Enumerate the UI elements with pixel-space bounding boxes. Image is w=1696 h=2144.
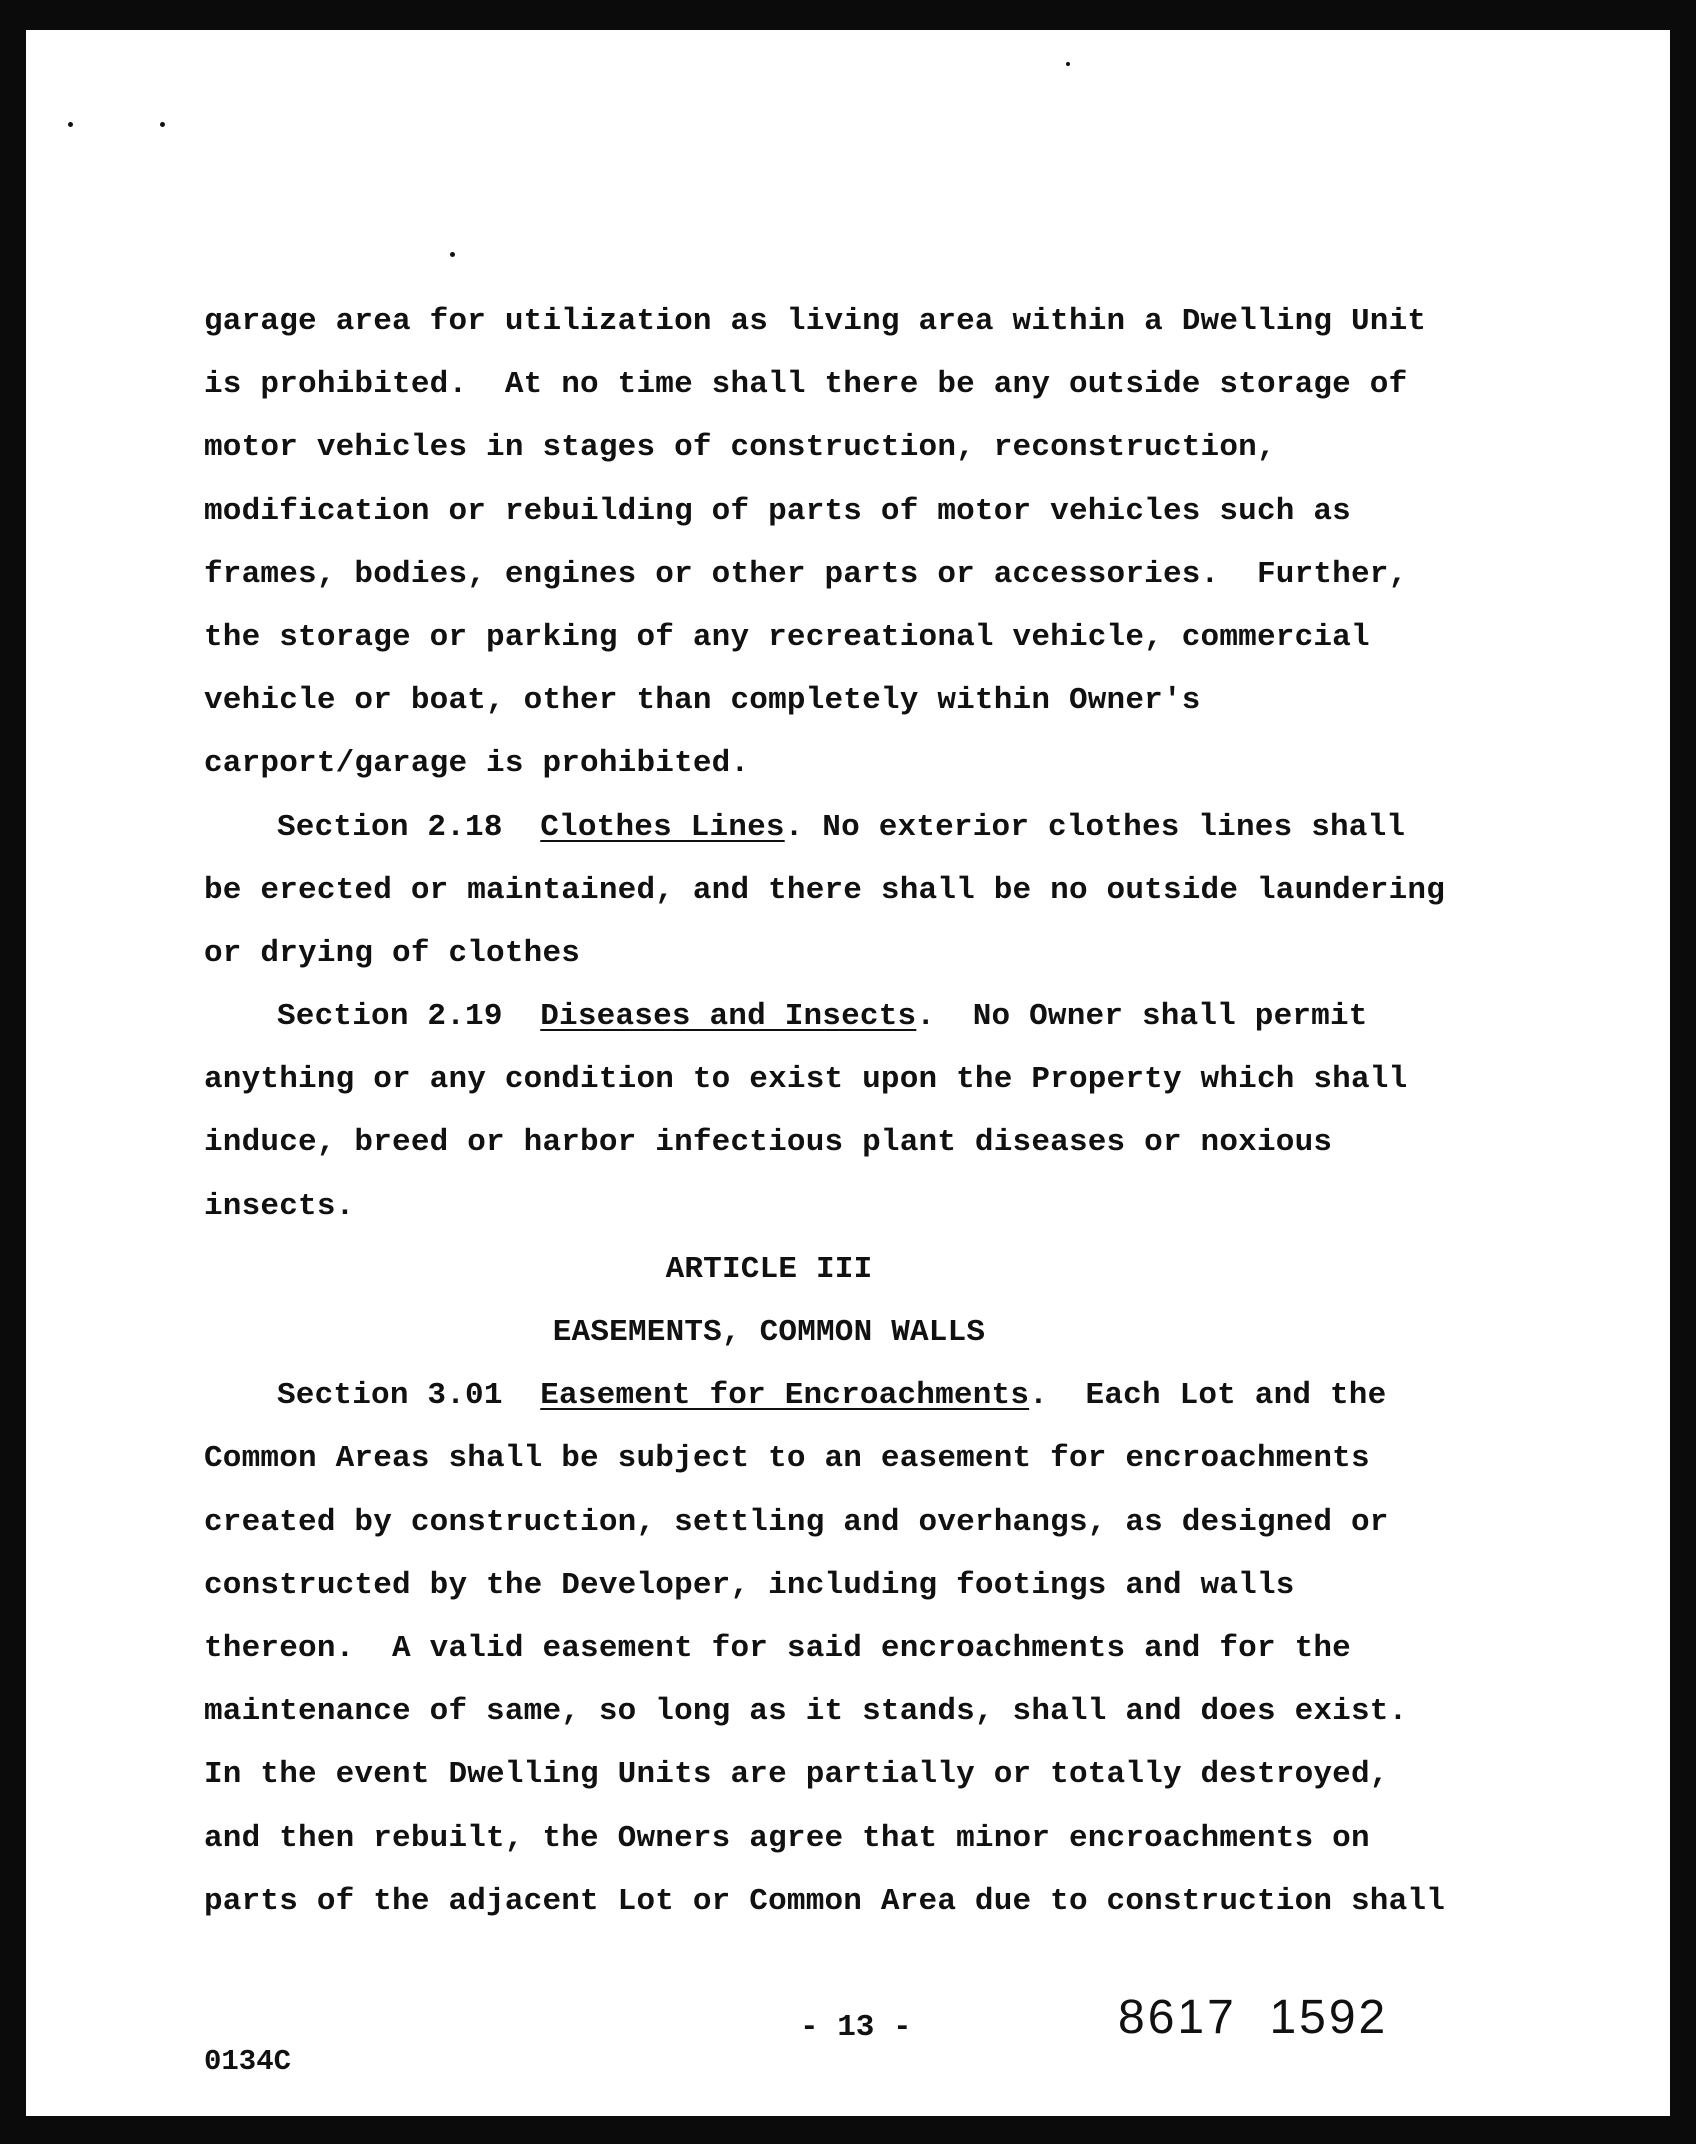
text-line: thereon. A valid easement for said encroachments and for the bbox=[204, 1630, 1351, 1666]
section-number: Section 2.18 bbox=[277, 809, 503, 845]
text-line: parts of the adjacent Lot or Common Area due to construction shall bbox=[204, 1883, 1445, 1919]
text-line: induce, breed or harbor infectious plant diseases or noxious bbox=[204, 1125, 1333, 1161]
text-line: is prohibited. At no time shall there be any outside storage of bbox=[204, 367, 1408, 403]
section-heading: Diseases and Insects bbox=[540, 999, 917, 1035]
section-number: Section 3.01 bbox=[277, 1378, 503, 1414]
text-line: or drying of clothes bbox=[204, 935, 581, 971]
section-number: Section 2.19 bbox=[277, 999, 503, 1035]
document-code: 0134C bbox=[204, 2045, 292, 2078]
text-line: constructed by the Developer, including footings and walls bbox=[204, 1567, 1295, 1603]
text-line: the storage or parking of any recreational vehicle, commercial bbox=[204, 619, 1370, 655]
text-line: garage area for utilization as living area within a Dwelling Unit bbox=[204, 304, 1427, 339]
text-line: motor vehicles in stages of construction, reconstruction, bbox=[204, 430, 1276, 466]
section-text: . No exterior clothes lines shall bbox=[784, 809, 1406, 845]
text-line: Common Areas shall be subject to an easement for encroachments bbox=[204, 1441, 1370, 1477]
scan-speck bbox=[160, 122, 165, 127]
paragraph-garage bbox=[204, 290, 1504, 796]
text-line: vehicle or boat, other than completely within Owner's bbox=[204, 683, 1201, 719]
text-line: maintenance of same, so long as it stands, shall and does exist. bbox=[204, 1694, 1408, 1730]
text-line: and then rebuilt, the Owners agree that minor encroachments on bbox=[204, 1820, 1370, 1856]
section-3-01 bbox=[204, 1364, 1504, 1933]
article-title: ARTICLE III bbox=[665, 1251, 873, 1287]
text-line: modification or rebuilding of parts of motor vehicles such as bbox=[204, 493, 1351, 529]
text-line: insects. bbox=[204, 1188, 355, 1224]
section-first-line bbox=[204, 796, 1504, 859]
section-2-19 bbox=[204, 985, 1504, 1238]
text-line: anything or any condition to exist upon the Property which shall bbox=[204, 1062, 1408, 1098]
text-line: In the event Dwelling Units are partially or totally destroyed, bbox=[204, 1757, 1389, 1793]
document-body bbox=[204, 290, 1504, 1933]
section-text: . No Owner shall permit bbox=[916, 999, 1368, 1035]
section-2-18 bbox=[204, 796, 1504, 986]
text-line: be erected or maintained, and there shall be no outside laundering bbox=[204, 872, 1445, 908]
section-first-line bbox=[204, 1364, 1504, 1427]
article-subtitle: EASEMENTS, COMMON WALLS bbox=[552, 1315, 986, 1350]
recording-stamp-number: 8617 1592 bbox=[1118, 1991, 1389, 2044]
section-first-line bbox=[204, 985, 1504, 1048]
page-number: - 13 - bbox=[800, 2010, 912, 2045]
text-line: frames, bodies, engines or other parts or accessories. Further, bbox=[204, 556, 1408, 592]
section-heading: Clothes Lines bbox=[540, 809, 785, 845]
section-text: . Each Lot and the bbox=[1029, 1378, 1387, 1414]
scan-speck bbox=[1066, 62, 1070, 66]
scan-speck bbox=[68, 122, 73, 127]
text-line: carport/garage is prohibited. bbox=[204, 746, 750, 782]
scan-speck bbox=[450, 252, 455, 257]
text-line: created by construction, settling and overhangs, as designed or bbox=[204, 1504, 1389, 1540]
section-heading: Easement for Encroachments bbox=[540, 1378, 1030, 1414]
